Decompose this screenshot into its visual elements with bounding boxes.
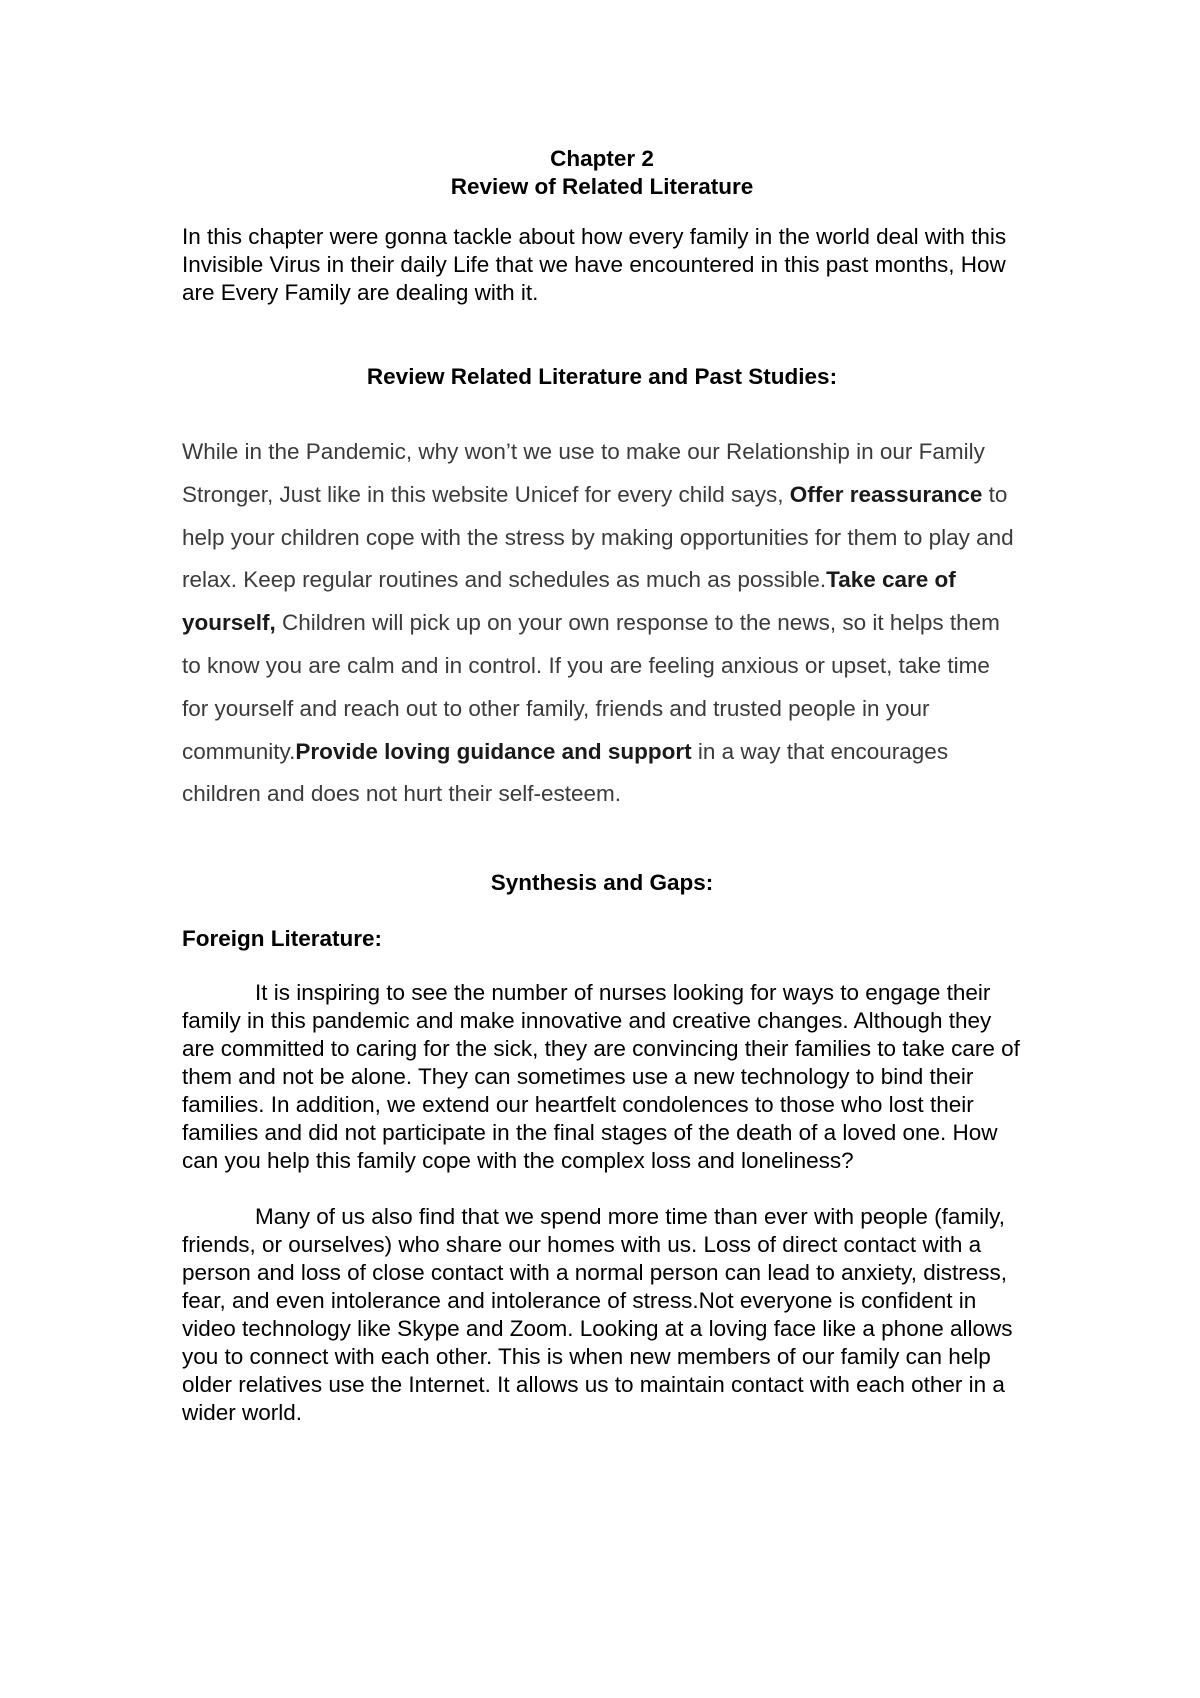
- review-bold-take-care: Take care of yourself,: [182, 567, 956, 636]
- review-text-3: Children will pick up on your own response to the news, so it helps them to know you are calm and in control. If you are feeling anxious or upset, take time for yourself and reach out to other family, friends and trusted people in your community.: [182, 610, 1000, 764]
- chapter-number: Chapter 2: [550, 146, 654, 171]
- review-bold-offer-reassurance: Offer reassurance: [789, 481, 983, 507]
- review-text-1: While in the Pandemic, why won’t we use to make our Relationship in our Family Stronger, Just like in this website Unicef for every child says,: [182, 439, 985, 507]
- intro-paragraph: In this chapter were gonna tackle about how every family in the world deal with this Invisible Virus in their daily Life that we have encountered in this past months, How are Every Family are dealing with it.: [182, 224, 1007, 305]
- section-heading-synthesis: Synthesis and Gaps:: [490, 870, 714, 896]
- review-bold-provide-guidance: Provide loving guidance and support: [295, 738, 692, 764]
- document-content: [182, 145, 1022, 1427]
- foreign-literature-heading: Foreign Literature:: [182, 926, 383, 952]
- chapter-title: Review of Related Literature: [450, 174, 754, 199]
- section-heading-review: Review Related Literature and Past Studies:: [366, 364, 838, 389]
- review-paragraph: [182, 431, 1022, 816]
- foreign-paragraph-2: Many of us also find that we spend more time than ever with people (family, friends, or ourselves) who share our homes with us. Loss of direct contact with a person and loss of close contact with a normal person can lead to anxiety, distress, fear, and even intolerance and intolerance of stress.Not everyone is confident in video technology like Skype and Zoom. Looking at a loving face like a phone allows you to connect with each other. This is when new members of our family can help older relatives use the Internet. It allows us to maintain contact with each other in a wider world.: [182, 1204, 1013, 1426]
- review-text-4: in a way that encourages children and does not hurt their self-esteem.: [182, 738, 949, 807]
- foreign-paragraph-1: It is inspiring to see the number of nurses looking for ways to engage their family in this pandemic and make innovative and creative changes. Although they are committed to caring for the sick, they are convincing their families to take care of them and not be alone. They can sometimes use a new technology to bind their families. In addition, we extend our heartfelt condolences to those who lost their families and did not participate in the final stages of the death of a loved one. How can you help this family cope with the complex loss and loneliness?: [182, 980, 1020, 1174]
- review-text-2: to help your children cope with the stress by making opportunities for them to play and relax. Keep regular routines and schedules as much as possible.: [182, 481, 1014, 593]
